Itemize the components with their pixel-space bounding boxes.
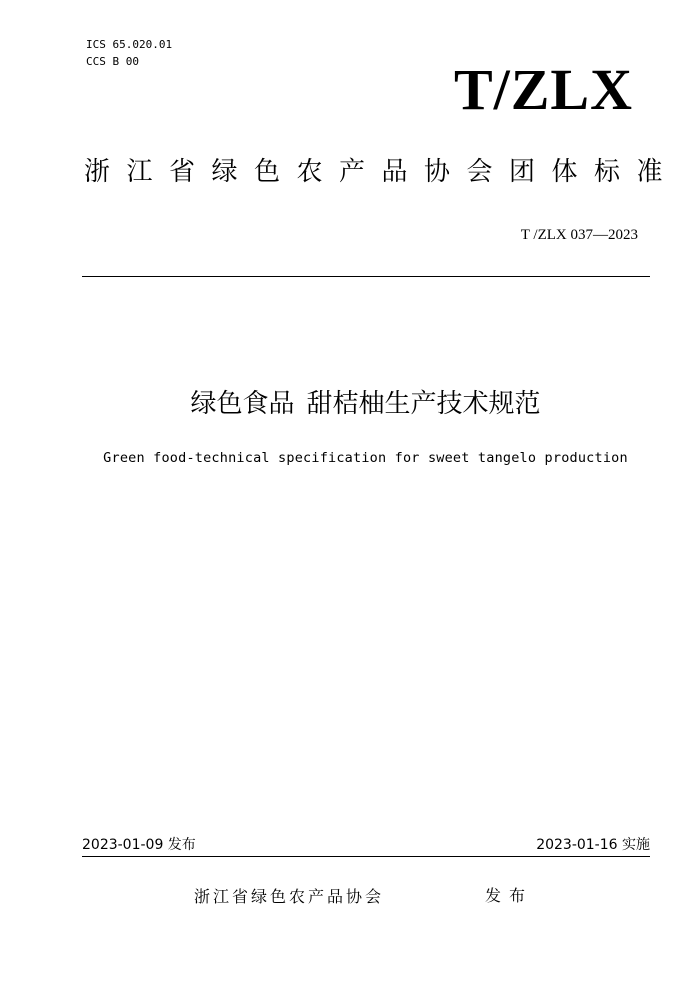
organization-standard-title: 浙江省绿色农产品协会团体标准 xyxy=(84,157,680,187)
document-title-cn-part1: 绿色食品 xyxy=(190,389,295,419)
document-title-en: Green food-technical specification for sweet tangelo production xyxy=(103,450,628,466)
issue-date: 2023-01-09 发布 xyxy=(82,837,196,853)
document-title-cn xyxy=(0,386,700,422)
ics-code: ICS 65.020.01 xyxy=(86,38,173,51)
standard-number: T /ZLX 037—2023 xyxy=(520,227,638,243)
publisher-name: 浙江省绿色农产品协会 xyxy=(194,887,385,906)
document-title-cn-part2: 甜桔柚生产技术规范 xyxy=(306,389,541,419)
bottom-divider xyxy=(82,856,650,857)
top-divider xyxy=(82,276,650,277)
ccs-code: CCS B 00 xyxy=(86,55,139,68)
publish-label: 发布 xyxy=(485,886,534,905)
standard-logo: T/ZLX xyxy=(453,57,633,122)
implementation-date: 2023-01-16 实施 xyxy=(536,837,650,853)
